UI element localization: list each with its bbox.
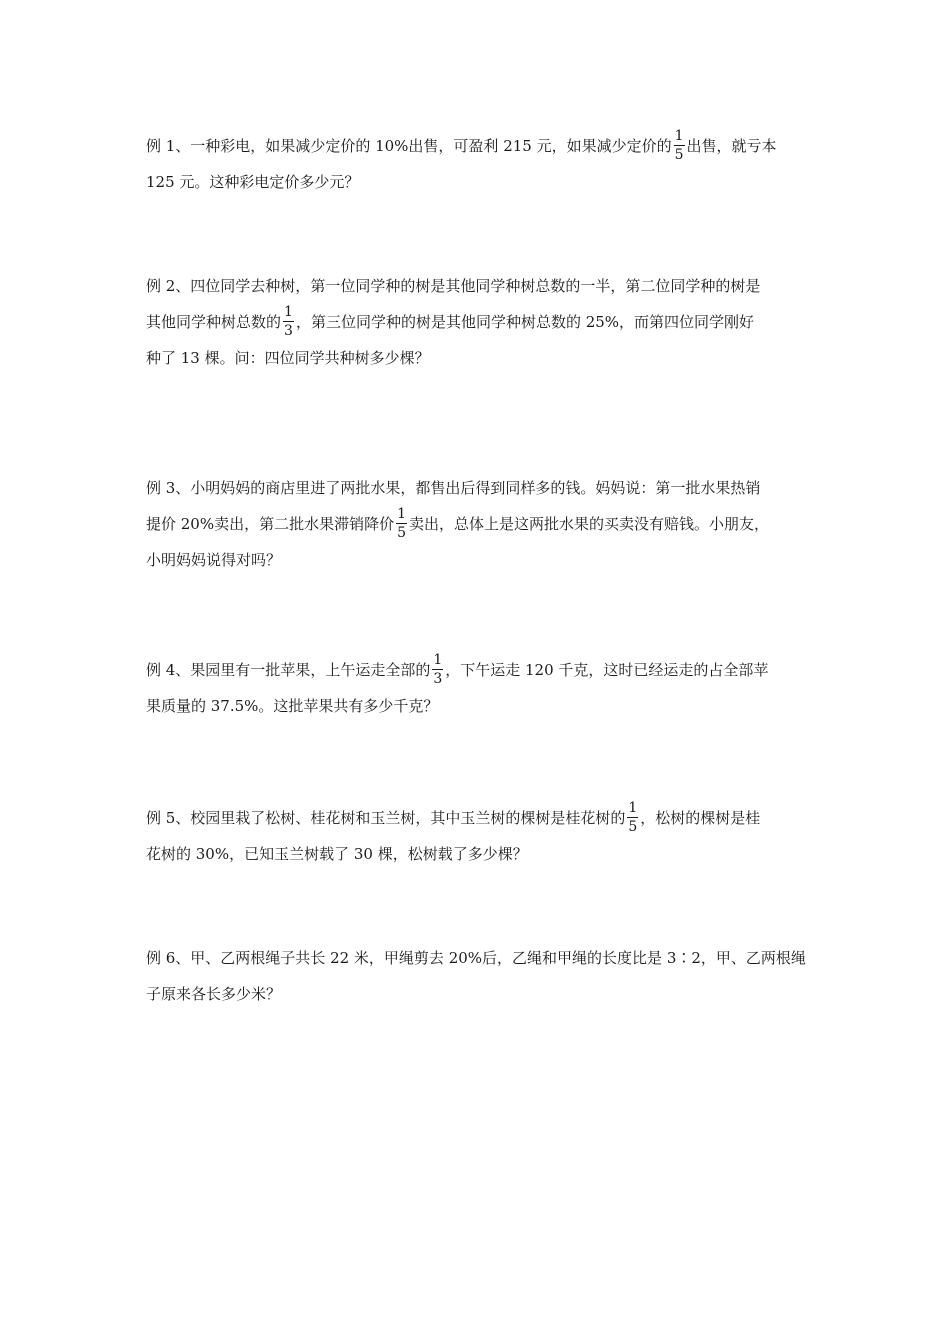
fraction-bar bbox=[396, 523, 407, 524]
fraction-bar bbox=[432, 669, 443, 670]
line-text: 提价 20%卖出，第二批水果滞销降价 bbox=[146, 515, 395, 533]
fraction-denominator: 3 bbox=[284, 322, 293, 339]
fraction-numerator: 1 bbox=[433, 651, 443, 668]
fraction-denominator: 5 bbox=[397, 524, 407, 541]
problem-line bbox=[146, 470, 812, 506]
problem-line bbox=[146, 340, 812, 376]
fraction-numerator: 1 bbox=[284, 303, 293, 320]
line-text: 花树的 30%，已知玉兰树载了 30 棵，松树载了多少棵？ bbox=[146, 845, 528, 863]
line-text: 果质量的 37.5%。这批苹果共有多少千克？ bbox=[146, 697, 439, 715]
line-text: ，下午运走 120 千克，这时已经运走的占全部苹 bbox=[445, 661, 769, 679]
problem-line bbox=[146, 128, 812, 164]
fraction-denominator: 5 bbox=[628, 818, 638, 835]
fraction bbox=[283, 305, 294, 338]
line-text: 小明妈妈说得对吗？ bbox=[146, 551, 282, 569]
problem-line bbox=[146, 652, 812, 688]
line-text: 卖出，总体上是这两批水果的买卖没有赔钱。小朋友， bbox=[409, 515, 770, 533]
problem-line bbox=[146, 164, 812, 200]
line-text: 125 元。这种彩电定价多少元？ bbox=[146, 173, 360, 191]
problem-line bbox=[146, 688, 812, 724]
problem-line bbox=[146, 506, 812, 542]
fraction bbox=[432, 653, 443, 686]
fraction-numerator: 1 bbox=[628, 799, 638, 816]
problem-line bbox=[146, 976, 812, 1012]
problem-line bbox=[146, 542, 812, 578]
line-text: 例 3、小明妈妈的商店里进了两批水果，都售出后得到同样多的钱。妈妈说：第一批水果热销 bbox=[146, 479, 761, 497]
problem-1 bbox=[146, 128, 812, 200]
problem-line bbox=[146, 940, 812, 976]
line-text: 出售，就亏本 bbox=[686, 137, 777, 155]
line-text: 例 4、果园里有一批苹果，上午运走全部的 bbox=[146, 661, 431, 679]
fraction-bar bbox=[283, 321, 294, 322]
problem-4 bbox=[146, 652, 812, 724]
line-text: 其他同学种树总数的 bbox=[146, 313, 282, 331]
fraction-numerator: 1 bbox=[397, 505, 407, 522]
fraction-numerator: 1 bbox=[674, 127, 684, 144]
problem-line bbox=[146, 836, 812, 872]
line-text: ，第三位同学种的树是其他同学种树总数的 25%，而第四位同学刚好 bbox=[295, 313, 755, 331]
fraction bbox=[396, 507, 407, 540]
problem-line bbox=[146, 304, 812, 340]
line-text: ，松树的棵树是桂 bbox=[640, 809, 761, 827]
problem-2 bbox=[146, 268, 812, 376]
fraction-denominator: 3 bbox=[433, 670, 443, 687]
fraction-bar bbox=[674, 145, 685, 146]
problem-line bbox=[146, 268, 812, 304]
line-text: 例 1、一种彩电，如果减少定价的 10%出售，可盈利 215 元，如果减少定价的 bbox=[146, 137, 672, 155]
problem-5 bbox=[146, 800, 812, 872]
line-text: 子原来各长多少米？ bbox=[146, 985, 282, 1003]
line-text: 种了 13 棵。问：四位同学共种树多少棵？ bbox=[146, 349, 430, 367]
problem-line bbox=[146, 800, 812, 836]
fraction-denominator: 5 bbox=[674, 146, 684, 163]
problem-6 bbox=[146, 940, 812, 1012]
problem-3 bbox=[146, 470, 812, 578]
fraction bbox=[627, 801, 638, 834]
fraction-bar bbox=[627, 817, 638, 818]
line-text: 例 2、四位同学去种树，第一位同学种的树是其他同学种树总数的一半，第二位同学种的树是 bbox=[146, 277, 761, 295]
line-text: 例 6、甲、乙两根绳子共长 22 米，甲绳剪去 20%后，乙绳和甲绳的长度比是 3∶2，甲、乙两根绳 bbox=[146, 949, 806, 967]
fraction bbox=[674, 129, 685, 162]
line-text: 例 5、校园里栽了松树、桂花树和玉兰树，其中玉兰树的棵树是桂花树的 bbox=[146, 809, 626, 827]
